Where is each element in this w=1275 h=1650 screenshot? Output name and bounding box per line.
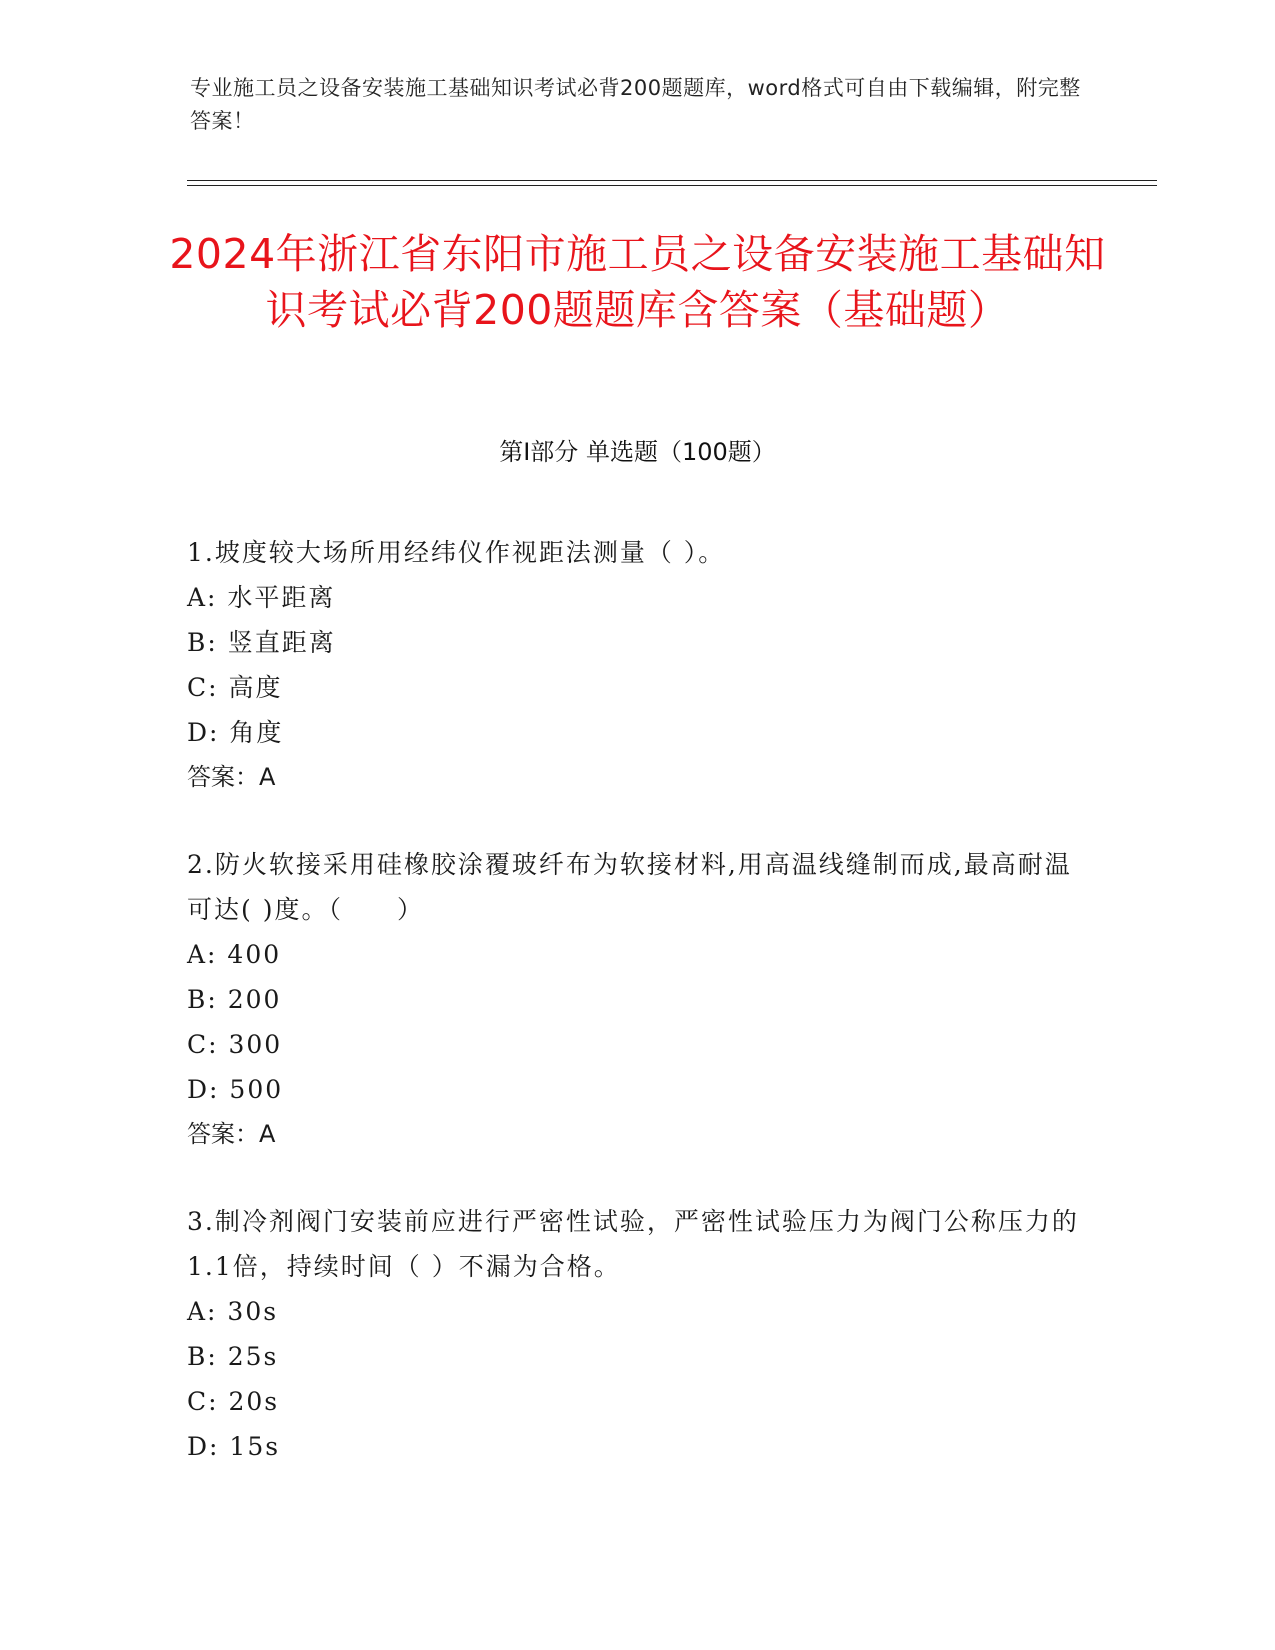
section-title: 第I部分 单选题（100题）	[499, 438, 776, 466]
option-d: D: 500	[187, 1075, 284, 1104]
document-title: 2024年浙江省东阳市施工员之设备安装施工基础知识考试必背200题题库含答案（基础题）	[169, 230, 1106, 334]
question-3	[187, 1199, 1087, 1469]
question-1	[187, 530, 1087, 800]
document-header-note: 专业施工员之设备安装施工基础知识考试必背200题题库，word格式可自由下载编辑，附完整答案！	[190, 76, 1081, 133]
option-b: B: 竖直距离	[187, 628, 336, 657]
question-list	[187, 530, 1087, 1511]
header-divider-bottom	[187, 185, 1157, 186]
option-c: C: 20s	[187, 1387, 280, 1416]
option-c: C: 300	[187, 1030, 283, 1059]
option-c: C: 高度	[187, 673, 283, 702]
option-b: B: 25s	[187, 1342, 279, 1371]
question-stem: 2.防火软接采用硅橡胶涂覆玻纤布为软接材料,用高温线缝制而成,最高耐温可达( )度。（ ）	[187, 850, 1072, 924]
question-stem: 1.坡度较大场所用经纬仪作视距法测量（ ）。	[187, 538, 726, 567]
option-a: A: 水平距离	[187, 583, 336, 612]
option-d: D: 角度	[187, 718, 284, 747]
option-b: B: 200	[187, 985, 282, 1014]
option-a: A: 30s	[187, 1297, 279, 1326]
option-a: A: 400	[187, 940, 282, 969]
question-stem: 3.制冷剂阀门安装前应进行严密性试验，严密性试验压力为阀门公称压力的1.1倍，持续时间（ ）不漏为合格。	[187, 1207, 1079, 1281]
option-d: D: 15s	[187, 1432, 281, 1461]
header-divider-top	[187, 180, 1157, 181]
answer: 答案：A	[187, 763, 276, 791]
question-2	[187, 842, 1087, 1157]
answer: 答案：A	[187, 1120, 276, 1148]
